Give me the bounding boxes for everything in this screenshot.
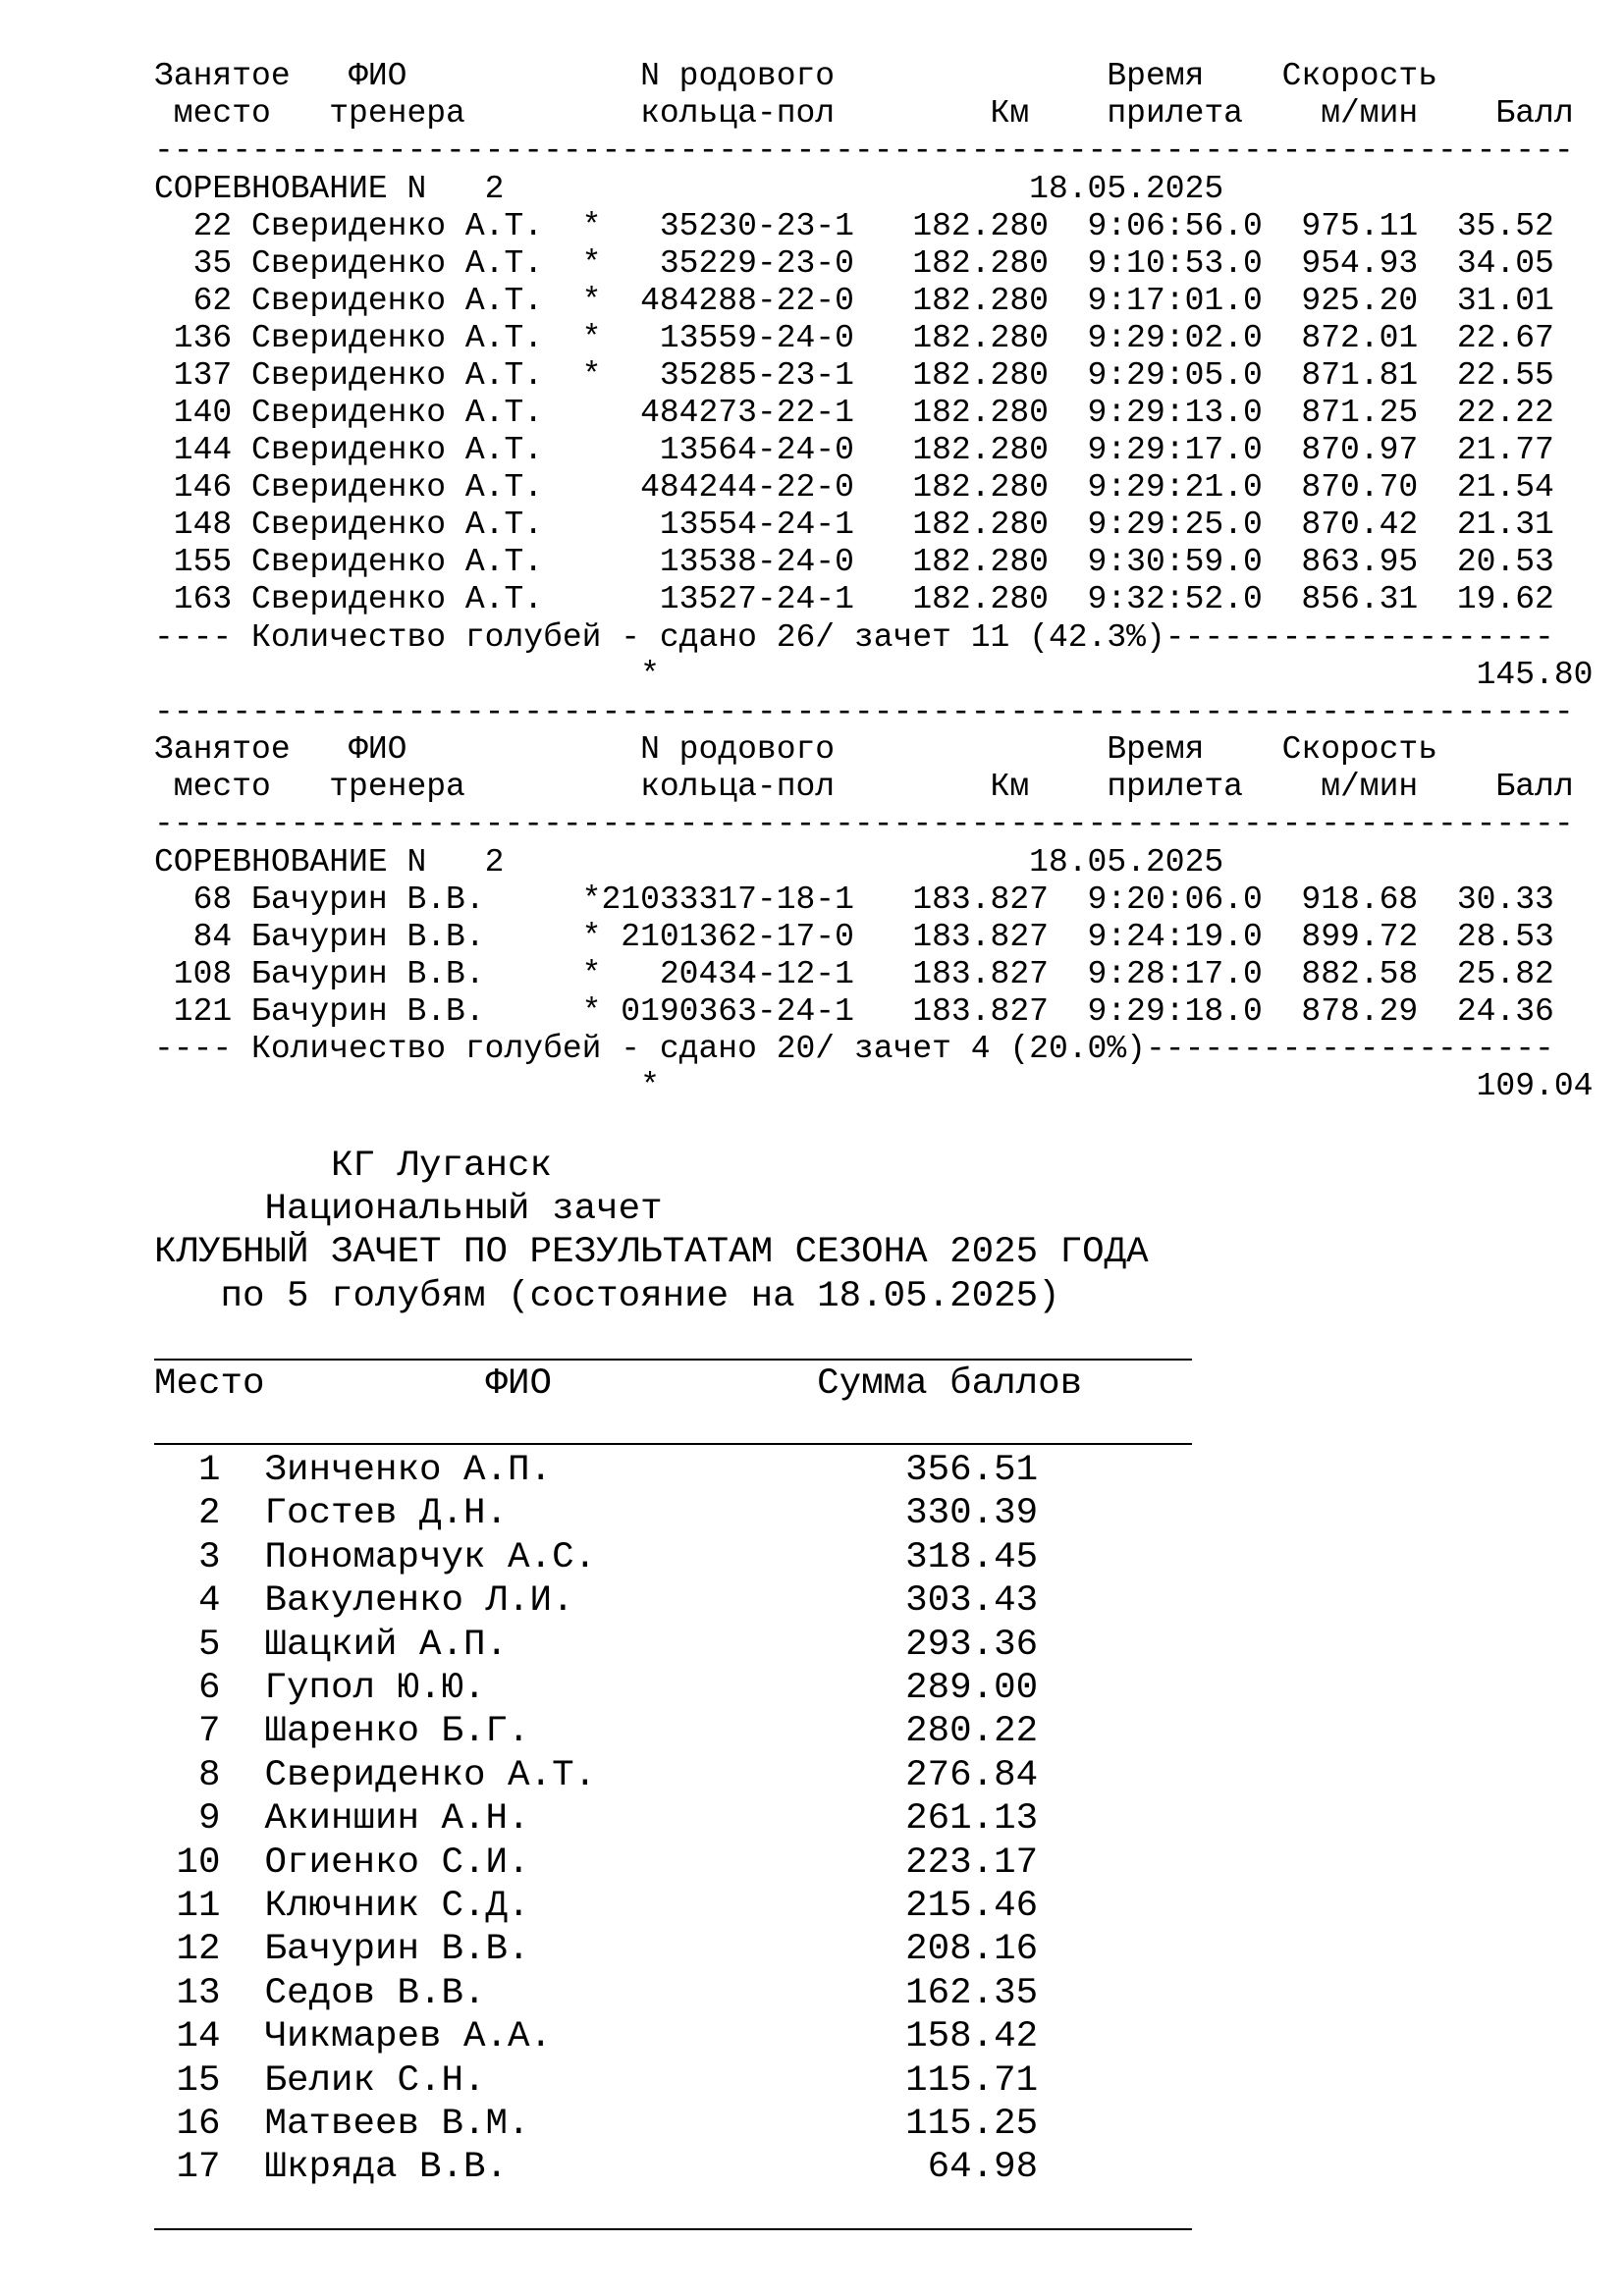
result-row: 68 Бачурин В.В. *21033317-18-1 183.827 9:20:06.0 918.68 30.33	[154, 881, 1554, 918]
table-header-line-2: место тренера кольца-пол Км прилета м/мин Балл	[154, 769, 1574, 805]
standings-row: 1 Зинченко А.П. 356.51	[154, 1450, 1039, 1491]
standings-row: 6 Гупол Ю.Ю. 289.00	[154, 1668, 1039, 1709]
standings-bottom-rule	[154, 2228, 1192, 2230]
table-header-line-2: место тренера кольца-пол Км прилета м/мин Балл	[154, 95, 1574, 132]
result-row: 163 Свериденко А.Т. 13527-24-1 182.280 9:32:52.0 856.31 19.62	[154, 581, 1554, 617]
standings-row: 14 Чикмарев А.А. 158.42	[154, 2016, 1039, 2057]
total-line: * 145.80	[154, 657, 1594, 693]
standings-row: 12 Бачурин В.В. 208.16	[154, 1929, 1039, 1970]
summary-line: ---- Количество голубей - сдано 26/ зачет 11 (42.3%)--------------------	[154, 619, 1554, 656]
standings-title-main: КЛУБНЫЙ ЗАЧЕТ ПО РЕЗУЛЬТАТАМ СЕЗОНА 2025 ГОДА	[154, 1232, 1149, 1273]
standings-title-national: Национальный зачет	[154, 1189, 663, 1230]
result-row: 108 Бачурин В.В. * 20434-12-1 183.827 9:28:17.0 882.58 25.82	[154, 956, 1554, 992]
result-row: 148 Свериденко А.Т. 13554-24-1 182.280 9:29:25.0 870.42 21.31	[154, 507, 1554, 543]
result-row: 155 Свериденко А.Т. 13538-24-0 182.280 9:30:59.0 863.95 20.53	[154, 544, 1554, 580]
standings-row: 5 Шацкий А.П. 293.36	[154, 1625, 1039, 1666]
result-row: 121 Бачурин В.В. * 0190363-24-1 183.827 9:29:18.0 878.29 24.36	[154, 993, 1554, 1030]
standings-row: 3 Пономарчук А.С. 318.45	[154, 1537, 1039, 1578]
result-row: 35 Свериденко А.Т. * 35229-23-0 182.280 9:10:53.0 954.93 34.05	[154, 245, 1554, 282]
standings-row: 17 Шкряда В.В. 64.98	[154, 2147, 1039, 2188]
standings-row: 7 Шаренко Б.Г. 280.22	[154, 1711, 1039, 1752]
standings-header: Место ФИО Сумма баллов	[154, 1363, 1083, 1405]
result-row: 22 Свериденко А.Т. * 35230-23-1 182.280 9:06:56.0 975.11 35.52	[154, 208, 1554, 244]
result-row: 136 Свериденко А.Т. * 13559-24-0 182.280 9:29:02.0 872.01 22.67	[154, 320, 1554, 356]
standings-header-rule	[154, 1443, 1192, 1445]
standings-top-rule	[154, 1359, 1192, 1361]
summary-line: ---- Количество голубей - сдано 20/ зачет 4 (20.0%)---------------------	[154, 1031, 1554, 1067]
result-row: 137 Свериденко А.Т. * 35285-23-1 182.280 9:29:05.0 871.81 22.55	[154, 357, 1554, 394]
standings-row: 15 Белик С.Н. 115.71	[154, 2060, 1039, 2102]
standings-row: 4 Вакуленко Л.И. 303.43	[154, 1580, 1039, 1622]
standings-row: 13 Седов В.В. 162.35	[154, 1973, 1039, 2014]
standings-row: 9 Акиншин А.Н. 261.13	[154, 1798, 1039, 1840]
standings-row: 8 Свериденко А.Т. 276.84	[154, 1755, 1039, 1796]
standings-row: 10 Огиенко С.И. 223.17	[154, 1842, 1039, 1884]
competition-line: СОРЕВНОВАНИЕ N 2 18.05.2025	[154, 171, 1224, 207]
table-header-line-1: Занятое ФИО N родового Время Скорость	[154, 731, 1438, 768]
standings-row: 11 Ключник С.Д. 215.46	[154, 1886, 1039, 1927]
result-row: 140 Свериденко А.Т. 484273-22-1 182.280 9:29:13.0 871.25 22.22	[154, 395, 1554, 431]
result-row: 146 Свериденко А.Т. 484244-22-0 182.280 9:29:21.0 870.70 21.54	[154, 469, 1554, 506]
competition-line: СОРЕВНОВАНИЕ N 2 18.05.2025	[154, 844, 1224, 881]
standings-title-state: по 5 голубям (состояние на 18.05.2025)	[154, 1276, 1060, 1317]
result-row: 144 Свериденко А.Т. 13564-24-0 182.280 9:29:17.0 870.97 21.77	[154, 432, 1554, 468]
table-header-line-1: Занятое ФИО N родового Время Скорость	[154, 58, 1438, 94]
header-separator: -------------------------------------------------------------------------	[154, 133, 1574, 169]
standings-title-club: КГ Луганск	[154, 1146, 553, 1187]
result-row: 62 Свериденко А.Т. * 484288-22-0 182.280 9:17:01.0 925.20 31.01	[154, 283, 1554, 319]
standings-row: 16 Матвеев В.М. 115.25	[154, 2104, 1039, 2145]
section-end-separator: -------------------------------------------------------------------------	[154, 694, 1574, 730]
result-row: 84 Бачурин В.В. * 2101362-17-0 183.827 9:24:19.0 899.72 28.53	[154, 919, 1554, 955]
header-separator: -------------------------------------------------------------------------	[154, 806, 1574, 842]
standings-row: 2 Гостев Д.Н. 330.39	[154, 1493, 1039, 1534]
total-line: * 109.04	[154, 1068, 1594, 1104]
